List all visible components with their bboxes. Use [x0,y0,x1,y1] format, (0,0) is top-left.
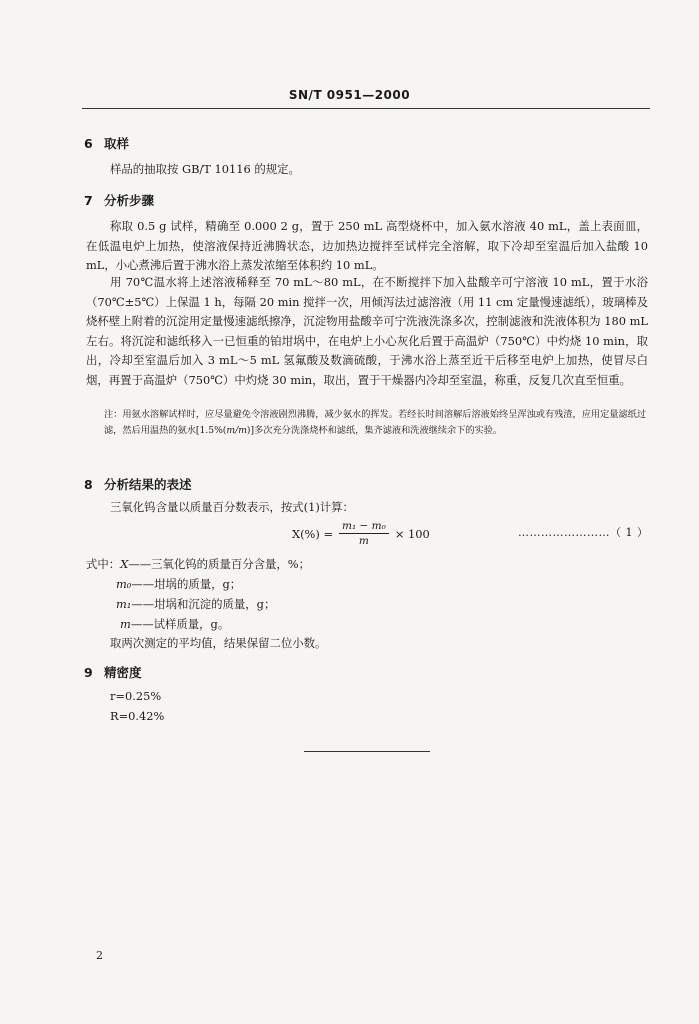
section-8-intro: 三氧化钨含量以质量百分数表示，按式(1)计算： [110,500,354,514]
formula-fraction [339,520,389,547]
section-number: 6 [84,136,93,151]
note-unit: m/m [226,425,247,437]
note-text-a: 用氨水溶解试样时，应尽量避免令溶液剧烈沸腾，减少氨水的挥发。若经长时间溶解后溶液始终呈浑浊或有残渣，应用定量滤纸过滤，然后用温热的氨水[1.5%( [104,409,647,437]
where-line [86,556,310,572]
formula-rhs: × 100 [394,526,430,541]
precision-r: r=0.25% [110,689,162,703]
section-7-heading [84,191,154,209]
section-9-heading [84,663,142,681]
section-7-paragraph-2: 用 70℃温水将上述溶液稀释至 70 mL～80 mL，在不断搅拌下加入盐酸辛可宁溶液 10 mL，置于水浴（70℃±5℃）上保温 1 h，每隔 20 min 搅拌一次，用倾泻法过滤溶液（用 11 cm 定量慢速滤纸），玻璃棒及烧杯壁上附着的沉淀用定量慢速滤纸擦净，沉淀物用盐酸辛可宁洗液洗涤多次，控制滤液和洗液体积为 180 mL 左右。将沉淀和滤纸移入一已恒重的铂坩埚中，在电炉上小心灰化后置于高温炉（750℃）中灼烧 10 min，取出，冷却至室温后加入 3 mL～5 mL 氢氟酸及数滴硫酸，于沸水浴上蒸至近干后移至电炉上加热，使冒尽白烟，再置于高温炉（750℃）中灼烧 30 min，取出，置于干燥器内冷却至室温，称重，反复几次直至恒重。 [86,275,648,387]
section-6-heading [84,134,129,152]
end-rule [304,751,430,752]
note-label: 注： [104,409,123,420]
formula-denominator: m [358,535,369,547]
precision-R: R=0.42% [110,709,165,723]
var-description: ——坩埚的质量，g； [131,577,242,591]
section-number: 9 [84,665,93,680]
var-symbol: m₀ [116,577,132,591]
var-description: ——试样质量，g。 [130,617,230,631]
where-label: 式中： [86,557,121,571]
var-m [120,616,229,632]
section-title: 精密度 [104,665,142,680]
section-8-final: 取两次测定的平均值，结果保留二位小数。 [110,636,327,650]
section-title: 分析步骤 [104,193,155,208]
var-description: ——坩埚和沉淀的质量，g； [131,597,276,611]
section-6-paragraph: 样品的抽取按 GB/T 10116 的规定。 [110,162,300,176]
header-rule [82,108,650,109]
page-number: 2 [96,949,103,962]
standard-code-header: SN/T 0951—2000 [288,88,411,102]
section-7-paragraph-1: 称取 0.5 g 试样，精确至 0.000 2 g，置于 250 mL 高型烧杯中，加入氨水溶液 40 mL，盖上表面皿，在低温电炉上加热，使溶液保持近沸腾状态，边加热边搅拌至试样完全溶解，取下冷却至室温后加入盐酸 10 mL，小心煮沸后置于沸水浴上蒸发浓缩至体积约 10 mL。 [86,219,648,273]
section-number: 7 [84,193,93,208]
var-m0 [116,576,241,592]
var-symbol: m [120,617,131,631]
formula-equation-number: ……………………（ 1 ） [518,526,649,539]
var-symbol: X [120,557,129,571]
note-text-b: )]多次充分洗涤烧杯和滤纸，集齐滤液和洗液继续余下的实验。 [246,425,503,437]
section-7-note [104,407,650,440]
var-description: ——三氧化钨的质量百分含量，%； [128,557,310,571]
formula-lhs: X(%) = [292,526,333,541]
section-8-heading [84,475,192,493]
section-number: 8 [84,477,93,492]
formula-1 [292,520,430,547]
section-title: 分析结果的表述 [104,477,192,492]
section-title: 取样 [104,136,130,151]
var-m1 [116,596,275,612]
var-symbol: m₁ [116,597,132,611]
formula-numerator: m₁ − m₀ [339,520,389,534]
